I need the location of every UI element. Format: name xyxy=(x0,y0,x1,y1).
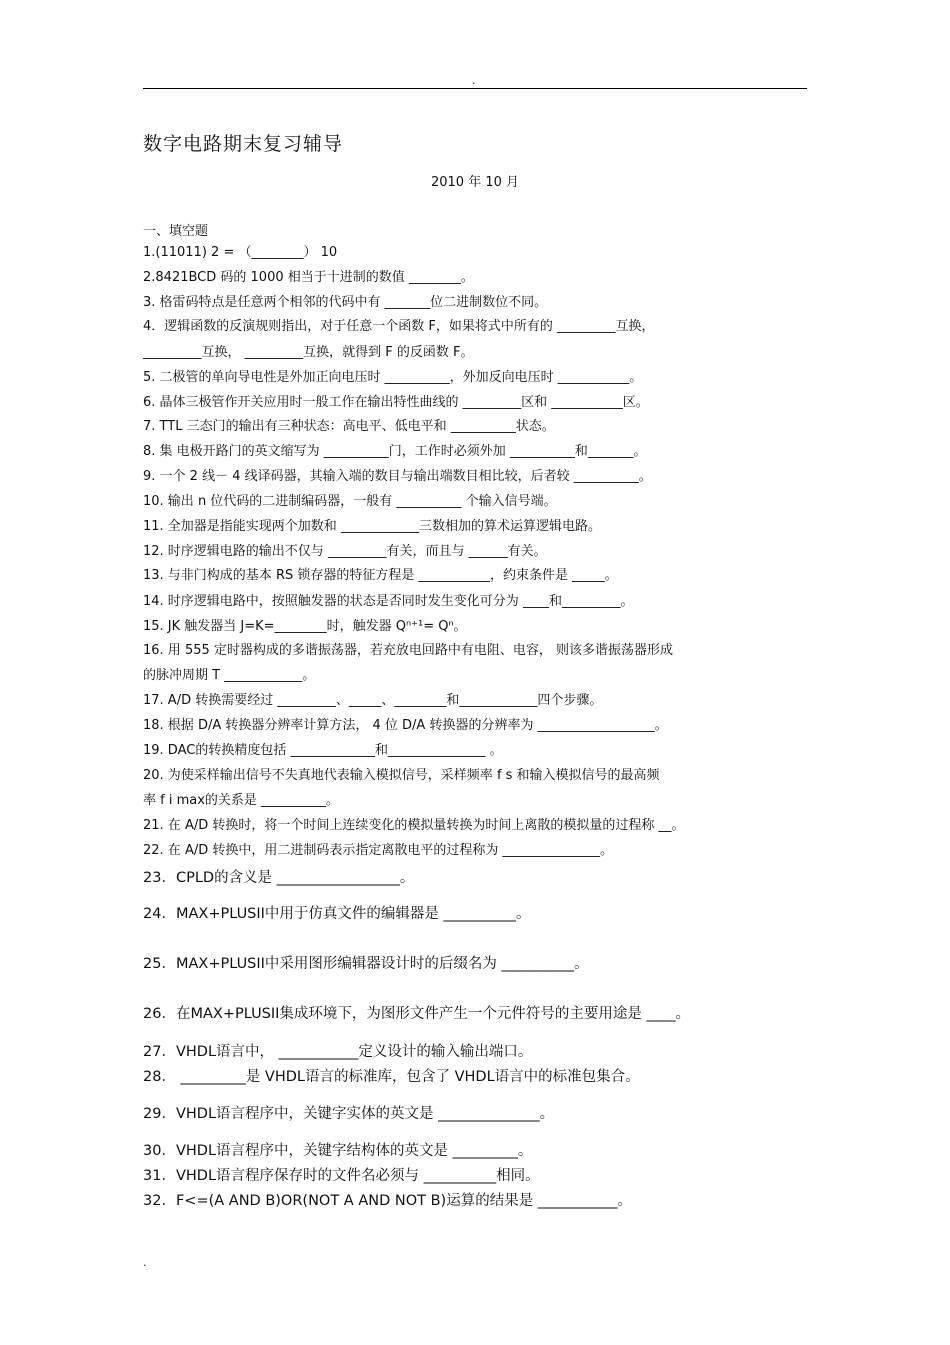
question-17: 17. A/D 转换需要经过 _________、_____、________和____________四个步骤。 xyxy=(143,693,603,708)
question-11: 11. 全加器是指能实现两个加数和 ____________三数相加的算术运算逻辑电路。 xyxy=(143,519,601,534)
question-16: 16. 用 555 定时器构成的多谐振荡器，若充放电回路中有电阻、电容， 则该多谐振荡器形成 xyxy=(143,643,674,658)
question-21: 21. 在 A/D 转换时，将一个时间上连续变化的模拟量转换为时间上离散的模拟量的过程称 __。 xyxy=(143,818,685,833)
question-23: 23．CPLD的含义是 _________________。 xyxy=(143,870,415,886)
question-29: 29．VHDL语言程序中，关键字实体的英文是 ______________。 xyxy=(143,1106,555,1122)
question-5: 5. 二极管的单向导电性是外加正向电压时 __________，外加反向电压时 ___________。 xyxy=(143,370,643,385)
question-15: 15. JK 触发器当 J=K=________时，触发器 Qⁿ⁺¹= Qⁿ。 xyxy=(143,619,467,634)
question-32: 32．F<=(A AND B)OR(NOT A AND NOT B)运算的结果是 ___________。 xyxy=(143,1193,633,1209)
question-8: 8. 集 电极开路门的英文缩写为 __________门，工作时必须外加 __________和_______。 xyxy=(143,444,647,459)
document-title: 数字电路期末复习辅导 xyxy=(143,133,344,155)
question-16-cont: 的脉冲周期 T ____________。 xyxy=(143,668,316,683)
question-26: 26．在MAX+PLUSII集成环境下，为图形文件产生一个元件符号的主要用途是 ____。 xyxy=(143,1006,691,1022)
question-10: 10. 输出 n 位代码的二进制编码器，一般有 __________ 个输入信号端。 xyxy=(143,494,557,509)
question-31: 31．VHDL语言程序保存时的文件名必须与 __________相同。 xyxy=(143,1168,540,1184)
question-7: 7. TTL 三态门的输出有三种状态：高电平、低电平和 __________状态。 xyxy=(143,419,555,434)
question-2: 2.8421BCD 码的 1000 相当于十进制的数值 ________。 xyxy=(143,270,474,285)
footer-mark: . xyxy=(143,1256,147,1269)
question-25: 25．MAX+PLUSII中采用图形编辑器设计时的后缀名为 __________。 xyxy=(143,956,589,972)
question-30: 30．VHDL语言程序中，关键字结构体的英文是 _________。 xyxy=(143,1143,533,1159)
question-4-cont: _________互换， _________互换，就得到 F 的反函数 F。 xyxy=(143,345,474,360)
question-20-cont: 率 f i max的关系是 __________。 xyxy=(143,793,340,808)
question-12: 12. 时序逻辑电路的输出不仅与 _________有关，而且与 ______有关。 xyxy=(143,544,547,559)
question-22: 22. 在 A/D 转换中，用二进制码表示指定离散电平的过程称为 _______________。 xyxy=(143,843,613,858)
question-1: 1.(11011) 2 = （________） 10 xyxy=(143,245,338,260)
question-9: 9. 一个 2 线－ 4 线译码器，其输入端的数目与输出端数目相比较，后者较 __________。 xyxy=(143,469,652,484)
question-28: 28． _________是 VHDL语言的标准库，包含了 VHDL语言中的标准包集合。 xyxy=(143,1069,640,1085)
question-3: 3. 格雷码特点是任意两个相邻的代码中有 _______位二进制数位不同。 xyxy=(143,295,548,310)
question-18: 18. 根据 D/A 转换器分辨率计算方法， 4 位 D/A 转换器的分辨率为 __________________。 xyxy=(143,718,668,733)
question-20: 20. 为使采样输出信号不失真地代表输入模拟信号，采样频率 f s 和输入模拟信号的最高频 xyxy=(143,768,660,783)
question-6: 6. 晶体三极管作开关应用时一般工作在输出特性曲线的 _________区和 ___________区。 xyxy=(143,395,649,410)
question-14: 14. 时序逻辑电路中，按照触发器的状态是否同时发生变化可分为 ____和_________。 xyxy=(143,594,634,609)
document-date: 2010 年 10 月 xyxy=(430,175,520,190)
section-heading: 一、填空题 xyxy=(143,224,209,239)
header-rule xyxy=(143,88,807,89)
question-4: 4．逻辑函数的反演规则指出，对于任意一个函数 F，如果将式中所有的 _________互换， xyxy=(143,319,655,334)
header-mark: . xyxy=(472,74,476,87)
question-27: 27．VHDL语言中， ___________定义设计的输入输出端口。 xyxy=(143,1044,533,1060)
question-24: 24．MAX+PLUSII中用于仿真文件的编辑器是 __________。 xyxy=(143,906,531,922)
question-13: 13. 与非门构成的基本 RS 锁存器的特征方程是 ___________，约束条件是 _____。 xyxy=(143,568,618,583)
question-19: 19. DAC的转换精度包括 _____________和_______________ 。 xyxy=(143,743,503,758)
